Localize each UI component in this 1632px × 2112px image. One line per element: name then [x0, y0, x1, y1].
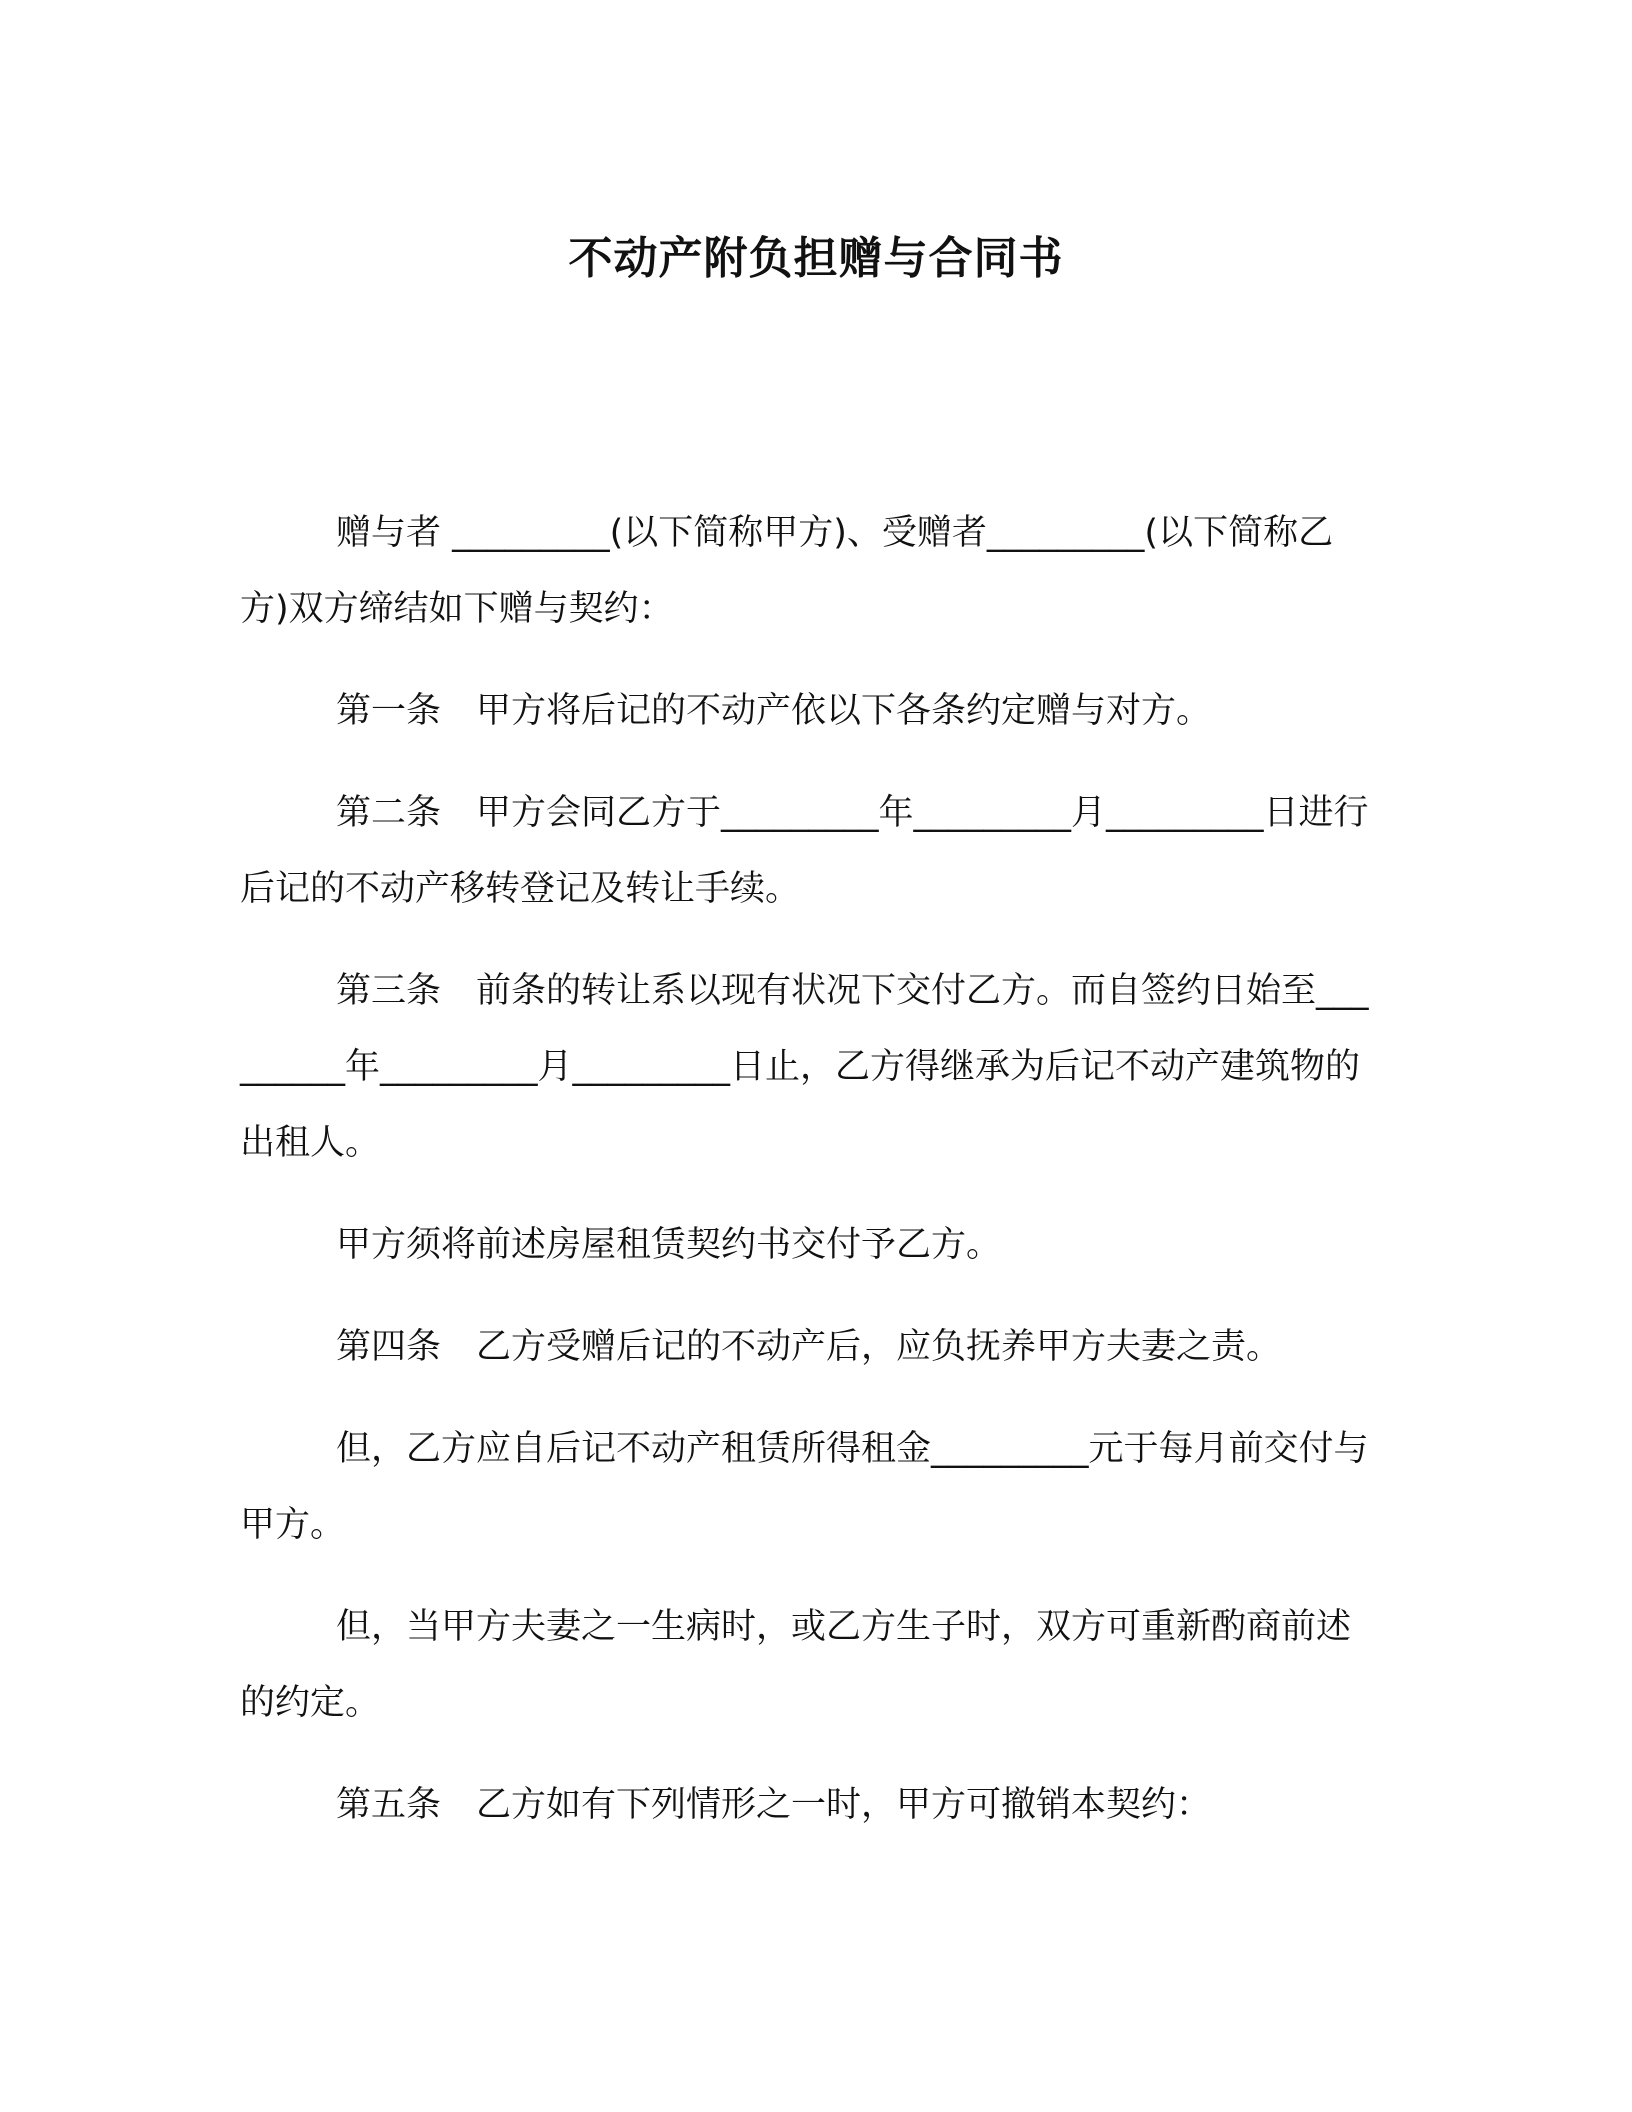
paragraph-article-2: 第二条 甲方会同乙方于_________年_________月_________日进行后记的不动产移转登记及转让手续。	[240, 793, 1369, 909]
paragraph-article-5: 第五条 乙方如有下列情形之一时，甲方可撤销本契约：	[336, 1785, 1212, 1825]
paragraph-article-3: 第三条 前条的转让系以现有状况下交付乙方。而自签约日始至_________年_________月_________日止，乙方得继承为后记不动产建筑物的出租人。	[240, 971, 1369, 1163]
paragraph-article-4-renegotiate: 但，当甲方夫妻之一生病时，或乙方生子时，双方可重新酌商前述的约定。	[240, 1607, 1352, 1723]
document-title: 不动产附负担赠与合同书	[568, 233, 1064, 284]
paragraph-article-4-rent: 但，乙方应自后记不动产租赁所得租金_________元于每月前交付与甲方。	[240, 1429, 1369, 1545]
paragraph-intro: 赠与者 _________(以下简称甲方)、受赠者_________(以下简称乙方)双方缔结如下赠与契约：	[240, 513, 1334, 629]
paragraph-article-3-lease: 甲方须将前述房屋租赁契约书交付予乙方。	[336, 1225, 1002, 1265]
document-body	[240, 495, 1380, 1869]
paragraph-article-1: 第一条 甲方将后记的不动产依以下各条约定赠与对方。	[336, 691, 1212, 731]
paragraph-article-4: 第四条 乙方受赠后记的不动产后，应负抚养甲方夫妻之责。	[336, 1327, 1282, 1367]
